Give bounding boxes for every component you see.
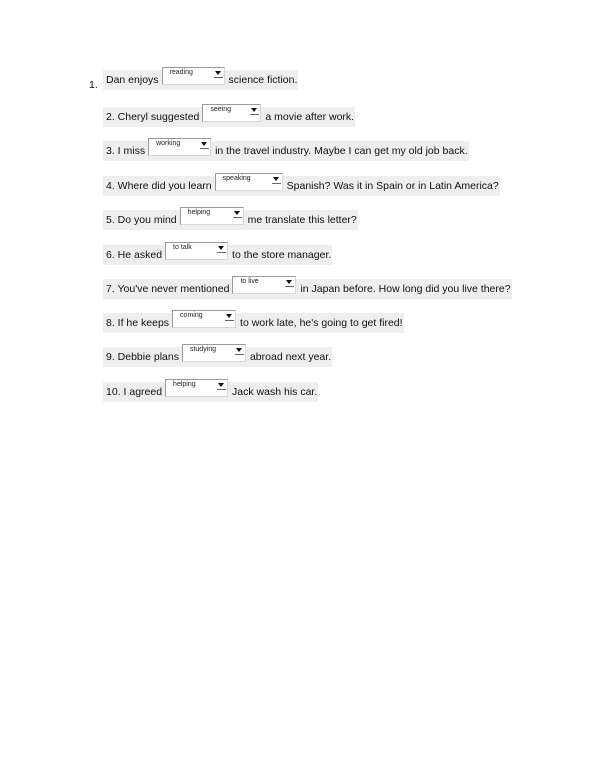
item-1-number: 1. (89, 79, 98, 91)
answer-value-2: seeing (210, 106, 232, 113)
exercise-item-7 (103, 279, 512, 299)
answer-value-5: helping (187, 209, 211, 216)
answer-value-4: speaking (222, 175, 251, 182)
answer-dropdown-5[interactable] (180, 207, 244, 225)
dropdown-arrow-icon (218, 383, 224, 387)
dropdown-arrow-icon (234, 211, 240, 215)
answer-value-8: coming (180, 312, 203, 319)
exercise-item-1 (103, 70, 298, 90)
dropdown-arrow-underline (217, 252, 226, 253)
item-7-after: in Japan before. How long did you live there? (300, 283, 511, 295)
dropdown-arrow-icon (236, 348, 242, 352)
exercise-item-9 (103, 347, 332, 367)
item-1-before: Dan enjoys (106, 74, 159, 86)
dropdown-arrow-underline (235, 354, 244, 355)
dropdown-arrow-icon (215, 71, 221, 75)
dropdown-arrow-icon (286, 280, 292, 284)
answer-value-10: helping (173, 381, 196, 388)
item-10-after: Jack wash his car. (232, 386, 318, 398)
item-2-before: 2. Cheryl suggested (106, 111, 200, 123)
dropdown-arrow-icon (273, 177, 279, 181)
dropdown-arrow-underline (233, 217, 242, 218)
answer-dropdown-7[interactable] (232, 276, 296, 294)
dropdown-arrow-icon (251, 108, 257, 112)
exercise-item-3 (103, 141, 469, 161)
item-10-before: 10. I agreed (106, 386, 163, 398)
item-1-after: science fiction. (228, 74, 298, 86)
item-2-after: a movie after work. (265, 111, 355, 123)
answer-value-6: to talk (173, 244, 192, 251)
item-6-after: to the store manager. (232, 249, 332, 261)
answer-value-3: working (156, 140, 181, 147)
item-3-after: in the travel industry. Maybe I can get my old job back. (215, 145, 468, 157)
dropdown-arrow-icon (226, 314, 232, 318)
answer-dropdown-6[interactable] (165, 242, 228, 260)
exercise-item-4 (103, 176, 500, 196)
dropdown-arrow-underline (225, 320, 234, 321)
dropdown-arrow-icon (201, 142, 207, 146)
answer-dropdown-9[interactable] (182, 344, 246, 362)
answer-dropdown-2[interactable] (202, 104, 261, 122)
dropdown-arrow-icon (218, 246, 224, 250)
item-3-before: 3. I miss (106, 145, 146, 157)
dropdown-arrow-underline (200, 148, 209, 149)
dropdown-arrow-underline (217, 389, 226, 390)
exercise-item-5 (103, 210, 358, 230)
item-5-after: me translate this letter? (247, 214, 357, 226)
item-8-before: 8. If he keeps (106, 317, 170, 329)
answer-value-9: studying (189, 346, 217, 353)
exercise-item-8 (103, 313, 404, 333)
answer-dropdown-3[interactable] (148, 138, 211, 156)
dropdown-arrow-underline (285, 286, 294, 287)
item-5-before: 5. Do you mind (106, 214, 177, 226)
answer-dropdown-4[interactable] (215, 173, 283, 191)
answer-dropdown-1[interactable] (162, 67, 225, 85)
exercise-item-2 (103, 107, 355, 127)
item-4-before: 4. Where did you learn (106, 180, 212, 192)
answer-dropdown-10[interactable] (165, 379, 228, 397)
item-8-after: to work late, he's going to get fired! (240, 317, 403, 329)
item-7-before: 7. You've never mentioned (106, 283, 230, 295)
item-4-after: Spanish? Was it in Spain or in Latin America? (286, 180, 499, 192)
item-9-before: 9. Debbie plans (106, 351, 179, 363)
answer-value-1: reading (169, 69, 193, 76)
exercise-item-10 (103, 382, 318, 402)
dropdown-arrow-underline (272, 183, 281, 184)
exercise-item-6 (103, 245, 332, 265)
dropdown-arrow-underline (214, 77, 223, 78)
answer-value-7: to live (240, 278, 259, 285)
answer-dropdown-8[interactable] (172, 310, 236, 328)
item-9-after: abroad next year. (249, 351, 332, 363)
item-6-before: 6. He asked (106, 249, 163, 261)
dropdown-arrow-underline (250, 114, 259, 115)
